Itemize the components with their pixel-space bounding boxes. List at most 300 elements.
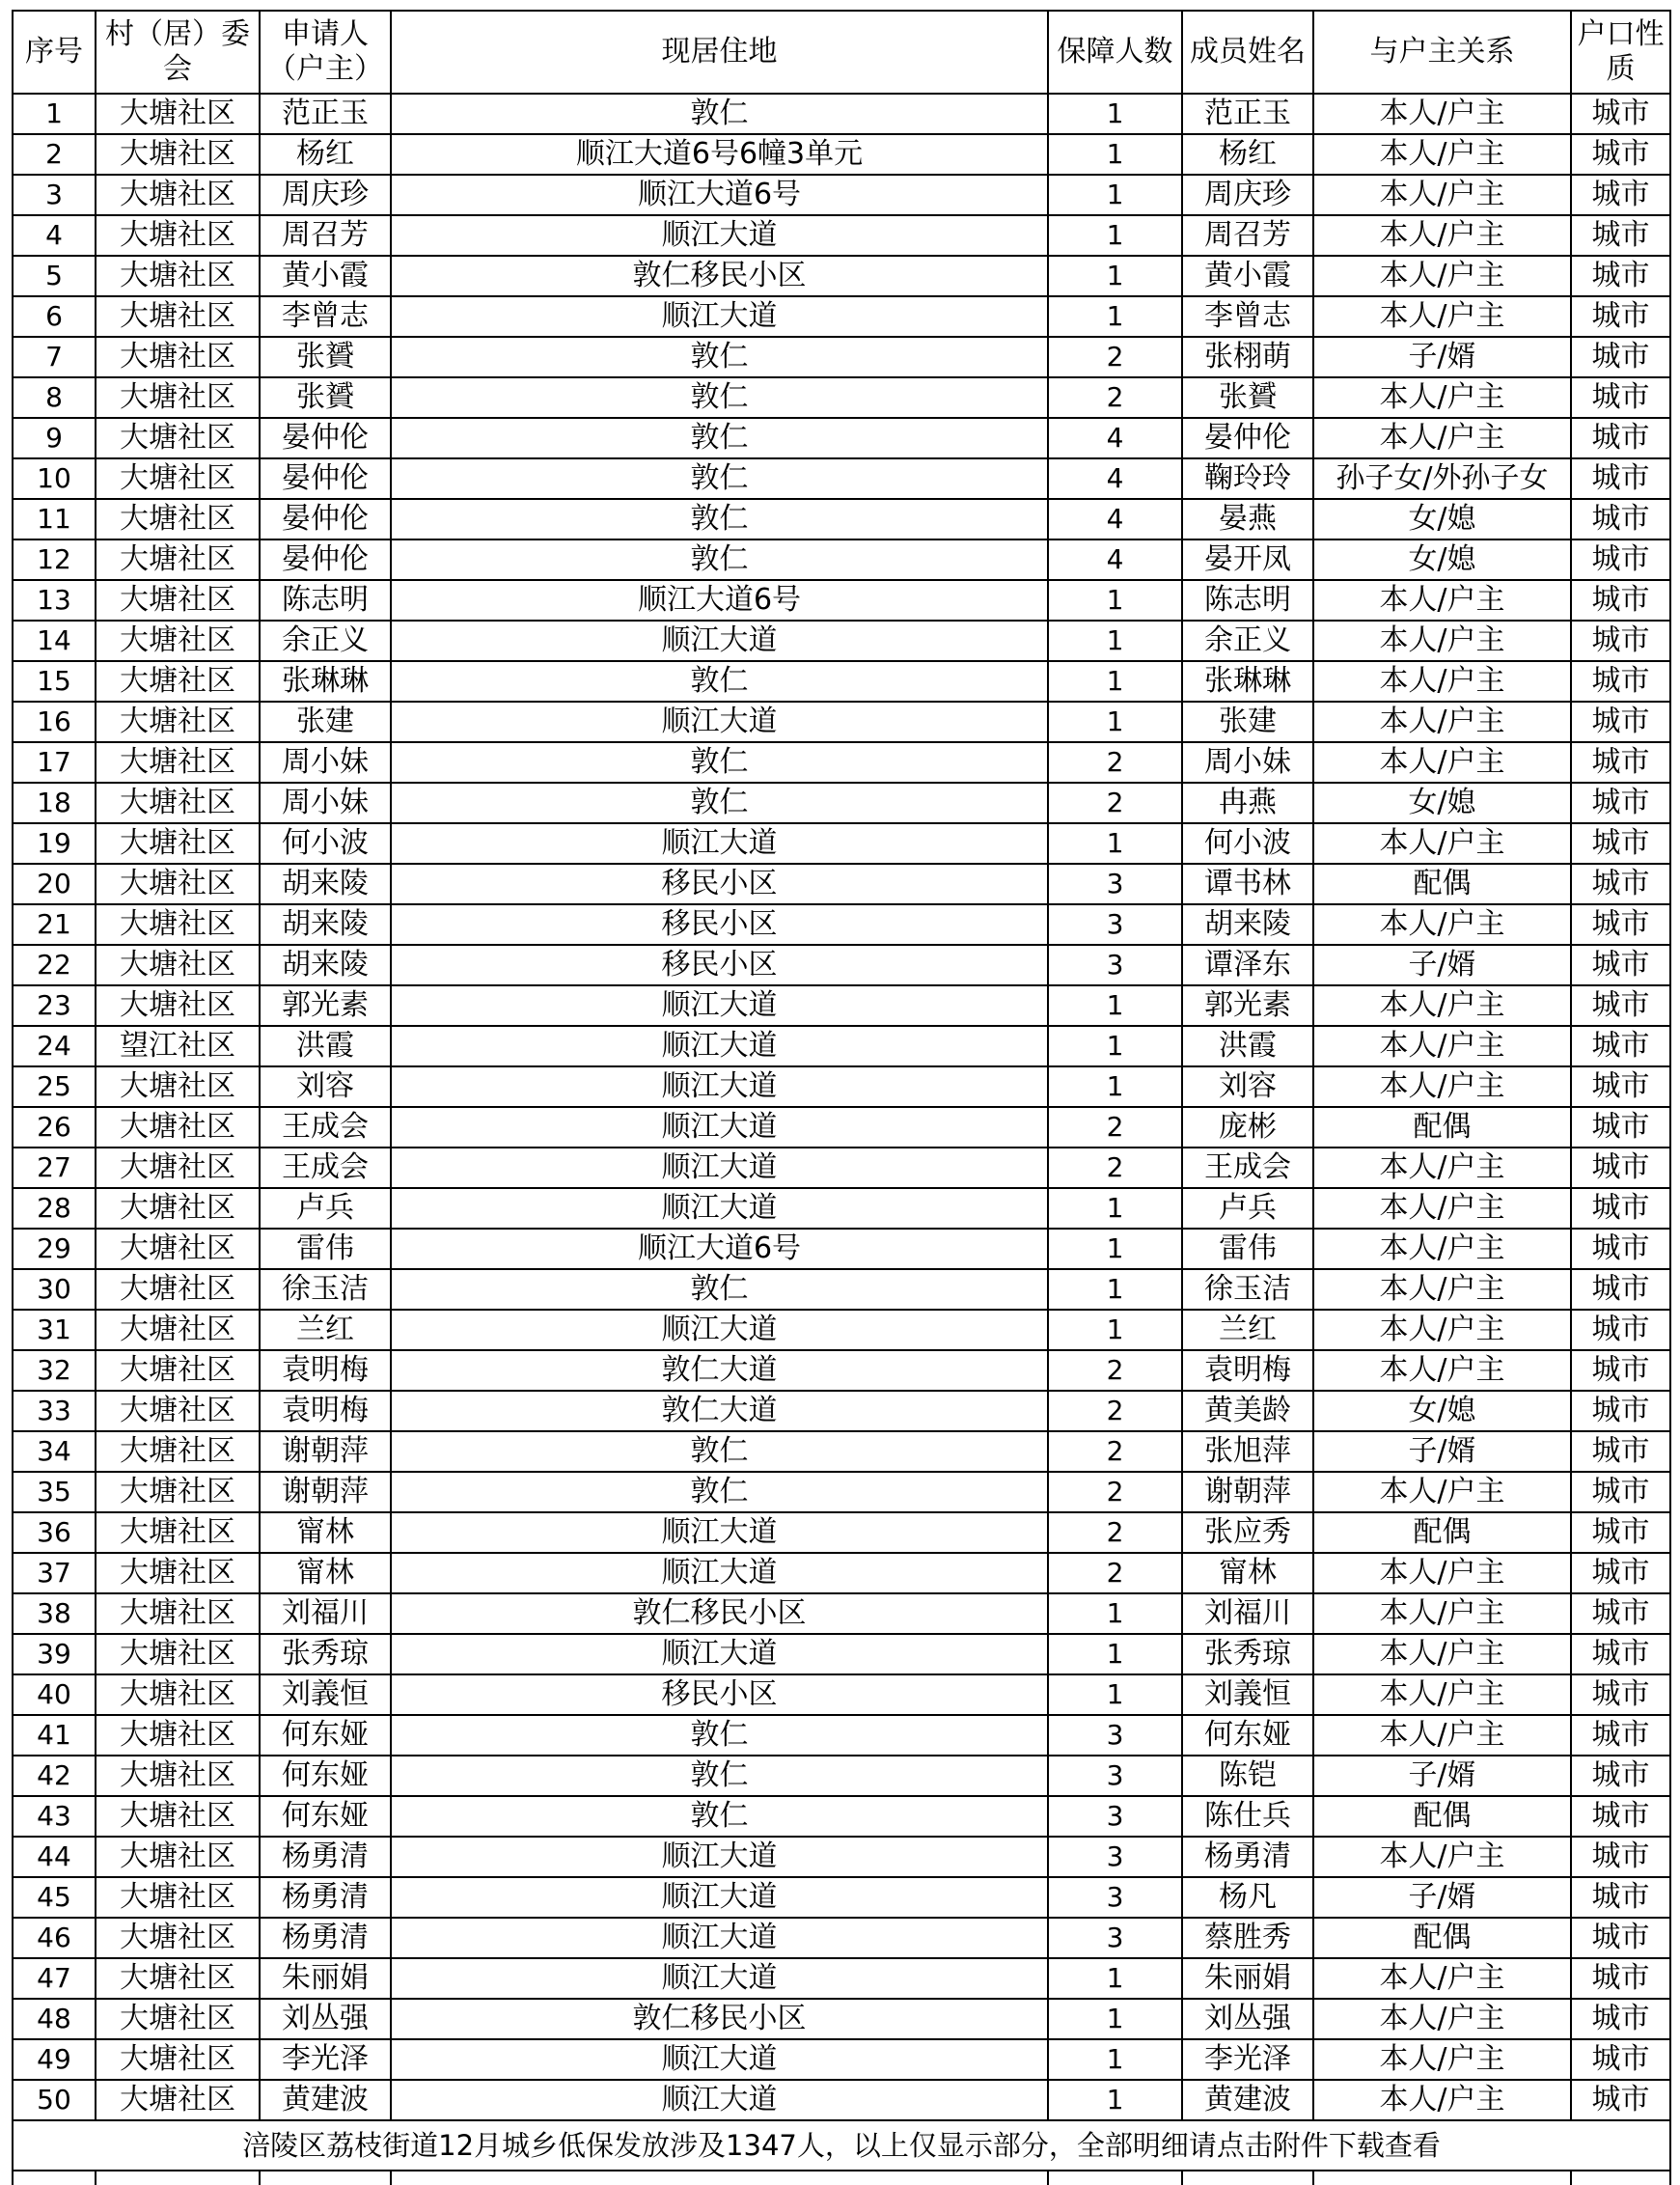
- table-row: [13, 1431, 1670, 1472]
- cell-applicant: 何小波: [260, 823, 391, 864]
- table-row: [13, 94, 1670, 134]
- cell-member-name: 兰红: [1182, 1310, 1313, 1350]
- cell-member-name: 黄美龄: [1182, 1391, 1313, 1431]
- cell-member-name: 杨凡: [1182, 1877, 1313, 1918]
- col-header-committee: 村（居）委会: [96, 11, 260, 94]
- cell-committee: 大塘社区: [96, 783, 260, 823]
- cell-hukou-type: 城市: [1571, 1877, 1670, 1918]
- cell-relation: 配偶: [1313, 1512, 1571, 1553]
- cell-index: 25: [13, 1066, 96, 1107]
- cell-hukou-type: 城市: [1571, 702, 1670, 742]
- cell-hukou-type: 城市: [1571, 1958, 1670, 1999]
- cell-index: 1: [13, 94, 96, 134]
- cell-covered-count: 2: [1048, 1391, 1182, 1431]
- cell-hukou-type: 城市: [1571, 296, 1670, 337]
- cell-member-name: 何小波: [1182, 823, 1313, 864]
- cell-index: 22: [13, 945, 96, 985]
- table-row: [13, 580, 1670, 621]
- cell-member-name: 张建: [1182, 702, 1313, 742]
- cell-committee: 大塘社区: [96, 742, 260, 783]
- cell-covered-count: 2: [1048, 1553, 1182, 1593]
- cell-covered-count: 2: [1048, 1512, 1182, 1553]
- cell-relation: 本人/户主: [1313, 134, 1571, 175]
- cell-covered-count: 1: [1048, 215, 1182, 256]
- cell-relation: 本人/户主: [1313, 1837, 1571, 1877]
- table-row: [13, 1958, 1670, 1999]
- stub-cell: [13, 2171, 96, 2185]
- cell-member-name: 陈仕兵: [1182, 1796, 1313, 1837]
- cell-index: 32: [13, 1350, 96, 1391]
- stub-cell: [1182, 2171, 1313, 2185]
- cell-residence: 敦仁: [391, 1715, 1048, 1756]
- col-header-hukou-type: 户口性质: [1571, 11, 1670, 94]
- cell-hukou-type: 城市: [1571, 1229, 1670, 1269]
- cell-index: 17: [13, 742, 96, 783]
- cell-index: 31: [13, 1310, 96, 1350]
- table-footer-row: [13, 2120, 1670, 2171]
- cell-covered-count: 2: [1048, 1148, 1182, 1188]
- cell-committee: 大塘社区: [96, 1391, 260, 1431]
- subsidy-table: [12, 10, 1671, 2185]
- cell-residence: 顺江大道: [391, 1634, 1048, 1674]
- cell-index: 36: [13, 1512, 96, 1553]
- cell-committee: 大塘社区: [96, 1958, 260, 1999]
- cell-residence: 顺江大道6号6幢3单元: [391, 134, 1048, 175]
- table-row: [13, 377, 1670, 418]
- cell-residence: 顺江大道: [391, 1918, 1048, 1958]
- cell-covered-count: 1: [1048, 1310, 1182, 1350]
- cell-hukou-type: 城市: [1571, 945, 1670, 985]
- cell-residence: 敦仁: [391, 1756, 1048, 1796]
- col-header-residence: 现居住地: [391, 11, 1048, 94]
- cell-committee: 大塘社区: [96, 1512, 260, 1553]
- cell-residence: 顺江大道: [391, 1958, 1048, 1999]
- cell-relation: 配偶: [1313, 1918, 1571, 1958]
- table-row: [13, 1107, 1670, 1148]
- stub-cell: [391, 2171, 1048, 2185]
- cell-member-name: 徐玉洁: [1182, 1269, 1313, 1310]
- cell-relation: 本人/户主: [1313, 377, 1571, 418]
- cell-covered-count: 2: [1048, 1107, 1182, 1148]
- cell-covered-count: 1: [1048, 1269, 1182, 1310]
- cell-index: 19: [13, 823, 96, 864]
- cell-hukou-type: 城市: [1571, 1837, 1670, 1877]
- table-row: [13, 134, 1670, 175]
- cell-covered-count: 1: [1048, 1188, 1182, 1229]
- cell-residence: 顺江大道: [391, 2039, 1048, 2080]
- table-row: [13, 904, 1670, 945]
- cell-hukou-type: 城市: [1571, 985, 1670, 1026]
- cell-applicant: 甯林: [260, 1512, 391, 1553]
- cell-residence: 敦仁移民小区: [391, 256, 1048, 296]
- cell-relation: 女/媳: [1313, 499, 1571, 539]
- col-header-relation: 与户主关系: [1313, 11, 1571, 94]
- cell-applicant: 周小妹: [260, 742, 391, 783]
- cell-covered-count: 2: [1048, 1431, 1182, 1472]
- cell-relation: 本人/户主: [1313, 2080, 1571, 2120]
- cell-index: 50: [13, 2080, 96, 2120]
- cell-index: 24: [13, 1026, 96, 1066]
- cell-hukou-type: 城市: [1571, 1999, 1670, 2039]
- cell-relation: 子/婿: [1313, 1431, 1571, 1472]
- cell-member-name: 刘丛强: [1182, 1999, 1313, 2039]
- cell-index: 45: [13, 1877, 96, 1918]
- cell-residence: 敦仁移民小区: [391, 1593, 1048, 1634]
- cell-member-name: 张应秀: [1182, 1512, 1313, 1553]
- cell-residence: 顺江大道: [391, 1837, 1048, 1877]
- cell-covered-count: 1: [1048, 1634, 1182, 1674]
- cell-hukou-type: 城市: [1571, 1391, 1670, 1431]
- cell-applicant: 刘義恒: [260, 1674, 391, 1715]
- cell-applicant: 黄建波: [260, 2080, 391, 2120]
- cell-residence: 敦仁: [391, 1269, 1048, 1310]
- cell-hukou-type: 城市: [1571, 1269, 1670, 1310]
- cell-index: 13: [13, 580, 96, 621]
- cell-hukou-type: 城市: [1571, 1756, 1670, 1796]
- cell-committee: 大塘社区: [96, 1472, 260, 1512]
- cell-member-name: 晏燕: [1182, 499, 1313, 539]
- cell-residence: 顺江大道: [391, 1512, 1048, 1553]
- cell-covered-count: 3: [1048, 1877, 1182, 1918]
- cell-hukou-type: 城市: [1571, 2080, 1670, 2120]
- cell-member-name: 杨勇清: [1182, 1837, 1313, 1877]
- cell-covered-count: 4: [1048, 458, 1182, 499]
- table-row: [13, 1310, 1670, 1350]
- cell-index: 30: [13, 1269, 96, 1310]
- cell-applicant: 谢朝萍: [260, 1472, 391, 1512]
- cell-covered-count: 1: [1048, 1229, 1182, 1269]
- table-row: [13, 418, 1670, 458]
- cell-member-name: 张贇: [1182, 377, 1313, 418]
- table-row: [13, 499, 1670, 539]
- cell-applicant: 晏仲伦: [260, 499, 391, 539]
- table-row: [13, 823, 1670, 864]
- table-row: [13, 945, 1670, 985]
- cell-committee: 大塘社区: [96, 1796, 260, 1837]
- table-row: [13, 1715, 1670, 1756]
- col-header-applicant: 申请人（户主）: [260, 11, 391, 94]
- cell-member-name: 李曾志: [1182, 296, 1313, 337]
- table-row: [13, 1553, 1670, 1593]
- cell-index: 35: [13, 1472, 96, 1512]
- cell-committee: 大塘社区: [96, 1188, 260, 1229]
- cell-committee: 大塘社区: [96, 1756, 260, 1796]
- cell-applicant: 晏仲伦: [260, 458, 391, 499]
- cell-residence: 顺江大道: [391, 215, 1048, 256]
- stub-cell: [96, 2171, 260, 2185]
- table-row: [13, 1391, 1670, 1431]
- cell-hukou-type: 城市: [1571, 418, 1670, 458]
- cell-applicant: 张贇: [260, 337, 391, 377]
- cell-member-name: 黄建波: [1182, 2080, 1313, 2120]
- cell-covered-count: 3: [1048, 864, 1182, 904]
- cell-covered-count: 1: [1048, 2080, 1182, 2120]
- cell-residence: 顺江大道: [391, 621, 1048, 661]
- cell-member-name: 冉燕: [1182, 783, 1313, 823]
- cell-applicant: 周庆珍: [260, 175, 391, 215]
- cell-index: 15: [13, 661, 96, 702]
- cell-covered-count: 1: [1048, 985, 1182, 1026]
- cell-covered-count: 2: [1048, 337, 1182, 377]
- cell-committee: 大塘社区: [96, 1107, 260, 1148]
- cell-covered-count: 1: [1048, 2039, 1182, 2080]
- cell-member-name: 杨红: [1182, 134, 1313, 175]
- cell-relation: 本人/户主: [1313, 985, 1571, 1026]
- cell-relation: 本人/户主: [1313, 742, 1571, 783]
- cell-index: 47: [13, 1958, 96, 1999]
- table-row: [13, 458, 1670, 499]
- table-row: [13, 296, 1670, 337]
- cell-index: 46: [13, 1918, 96, 1958]
- cell-applicant: 徐玉洁: [260, 1269, 391, 1310]
- cell-member-name: 何东娅: [1182, 1715, 1313, 1756]
- cell-member-name: 陈铠: [1182, 1756, 1313, 1796]
- cell-applicant: 朱丽娟: [260, 1958, 391, 1999]
- cell-index: 37: [13, 1553, 96, 1593]
- cell-residence: 敦仁: [391, 458, 1048, 499]
- cell-applicant: 甯林: [260, 1553, 391, 1593]
- cell-index: 28: [13, 1188, 96, 1229]
- cell-index: 33: [13, 1391, 96, 1431]
- cell-member-name: 王成会: [1182, 1148, 1313, 1188]
- cell-applicant: 李光泽: [260, 2039, 391, 2080]
- cell-committee: 大塘社区: [96, 175, 260, 215]
- cell-relation: 配偶: [1313, 864, 1571, 904]
- col-header-covered-count: 保障人数: [1048, 11, 1182, 94]
- cell-applicant: 郭光素: [260, 985, 391, 1026]
- cell-member-name: 范正玉: [1182, 94, 1313, 134]
- cell-hukou-type: 城市: [1571, 2039, 1670, 2080]
- cell-covered-count: 3: [1048, 1756, 1182, 1796]
- cell-residence: 移民小区: [391, 1674, 1048, 1715]
- cell-committee: 大塘社区: [96, 661, 260, 702]
- cell-committee: 大塘社区: [96, 94, 260, 134]
- cell-residence: 顺江大道: [391, 2080, 1048, 2120]
- table-row: [13, 985, 1670, 1026]
- cell-applicant: 雷伟: [260, 1229, 391, 1269]
- cell-committee: 大塘社区: [96, 2080, 260, 2120]
- cell-index: 27: [13, 1148, 96, 1188]
- cell-residence: 顺江大道: [391, 1553, 1048, 1593]
- cell-covered-count: 1: [1048, 823, 1182, 864]
- table-row: [13, 864, 1670, 904]
- cell-covered-count: 1: [1048, 580, 1182, 621]
- cell-index: 4: [13, 215, 96, 256]
- cell-index: 34: [13, 1431, 96, 1472]
- subsidy-list-sheet: [12, 10, 1669, 2185]
- cell-residence: 移民小区: [391, 864, 1048, 904]
- cell-index: 38: [13, 1593, 96, 1634]
- cell-relation: 本人/户主: [1313, 1229, 1571, 1269]
- cell-member-name: 张琳琳: [1182, 661, 1313, 702]
- cell-hukou-type: 城市: [1571, 94, 1670, 134]
- cell-committee: 大塘社区: [96, 621, 260, 661]
- cell-index: 2: [13, 134, 96, 175]
- cell-hukou-type: 城市: [1571, 1066, 1670, 1107]
- cell-committee: 大塘社区: [96, 1715, 260, 1756]
- cell-hukou-type: 城市: [1571, 1918, 1670, 1958]
- table-row: [13, 337, 1670, 377]
- stub-cell: [1313, 2171, 1571, 2185]
- table-row: [13, 256, 1670, 296]
- cell-relation: 本人/户主: [1313, 580, 1571, 621]
- cell-relation: 本人/户主: [1313, 1472, 1571, 1512]
- cell-residence: 敦仁大道: [391, 1391, 1048, 1431]
- cell-member-name: 雷伟: [1182, 1229, 1313, 1269]
- cell-member-name: 胡来陵: [1182, 904, 1313, 945]
- cell-committee: 大塘社区: [96, 1553, 260, 1593]
- cell-relation: 配偶: [1313, 1107, 1571, 1148]
- table-row: [13, 1188, 1670, 1229]
- cell-applicant: 晏仲伦: [260, 539, 391, 580]
- cell-hukou-type: 城市: [1571, 1796, 1670, 1837]
- cell-covered-count: 3: [1048, 945, 1182, 985]
- cell-residence: 顺江大道: [391, 1066, 1048, 1107]
- cell-hukou-type: 城市: [1571, 1715, 1670, 1756]
- stub-cell: [1571, 2171, 1670, 2185]
- table-row: [13, 1877, 1670, 1918]
- cell-covered-count: 1: [1048, 175, 1182, 215]
- cell-residence: 敦仁: [391, 499, 1048, 539]
- table-row: [13, 1674, 1670, 1715]
- cell-relation: 本人/户主: [1313, 175, 1571, 215]
- cell-residence: 移民小区: [391, 904, 1048, 945]
- cell-committee: 大塘社区: [96, 1066, 260, 1107]
- cell-residence: 敦仁: [391, 1431, 1048, 1472]
- cell-member-name: 张旭萍: [1182, 1431, 1313, 1472]
- cell-covered-count: 1: [1048, 94, 1182, 134]
- cell-applicant: 李曾志: [260, 296, 391, 337]
- cell-residence: 敦仁: [391, 1796, 1048, 1837]
- cell-index: 21: [13, 904, 96, 945]
- table-row: [13, 1350, 1670, 1391]
- cell-residence: 敦仁: [391, 783, 1048, 823]
- cell-applicant: 杨勇清: [260, 1918, 391, 1958]
- cell-committee: 大塘社区: [96, 458, 260, 499]
- table-row: [13, 1756, 1670, 1796]
- cell-member-name: 刘福川: [1182, 1593, 1313, 1634]
- cell-index: 9: [13, 418, 96, 458]
- cell-member-name: 洪霞: [1182, 1026, 1313, 1066]
- cell-index: 12: [13, 539, 96, 580]
- cell-relation: 本人/户主: [1313, 702, 1571, 742]
- cell-covered-count: 1: [1048, 296, 1182, 337]
- cell-index: 26: [13, 1107, 96, 1148]
- table-row: [13, 1472, 1670, 1512]
- cell-applicant: 周小妹: [260, 783, 391, 823]
- cell-committee: 大塘社区: [96, 945, 260, 985]
- cell-index: 16: [13, 702, 96, 742]
- cell-covered-count: 1: [1048, 1066, 1182, 1107]
- cell-relation: 本人/户主: [1313, 1066, 1571, 1107]
- cell-hukou-type: 城市: [1571, 134, 1670, 175]
- table-row: [13, 1026, 1670, 1066]
- cell-covered-count: 3: [1048, 1715, 1182, 1756]
- cell-hukou-type: 城市: [1571, 1472, 1670, 1512]
- cell-committee: 大塘社区: [96, 1269, 260, 1310]
- cell-residence: 敦仁: [391, 661, 1048, 702]
- table-row: [13, 1999, 1670, 2039]
- cell-index: 14: [13, 621, 96, 661]
- cell-covered-count: 3: [1048, 1796, 1182, 1837]
- cell-relation: 本人/户主: [1313, 256, 1571, 296]
- cell-relation: 本人/户主: [1313, 215, 1571, 256]
- cell-applicant: 张琳琳: [260, 661, 391, 702]
- cell-applicant: 刘福川: [260, 1593, 391, 1634]
- cell-covered-count: 2: [1048, 1472, 1182, 1512]
- cell-relation: 子/婿: [1313, 1756, 1571, 1796]
- cell-applicant: 杨勇清: [260, 1837, 391, 1877]
- cell-relation: 本人/户主: [1313, 1269, 1571, 1310]
- table-row: [13, 1837, 1670, 1877]
- footer-note: 涪陵区荔枝街道12月城乡低保发放涉及1347人，以上仅显示部分，全部明细请点击附件下载查看: [13, 2120, 1670, 2171]
- cell-committee: 大塘社区: [96, 985, 260, 1026]
- cell-residence: 顺江大道: [391, 1026, 1048, 1066]
- cell-relation: 本人/户主: [1313, 823, 1571, 864]
- cell-index: 10: [13, 458, 96, 499]
- table-stub-row: [13, 2171, 1670, 2185]
- cell-relation: 本人/户主: [1313, 1553, 1571, 1593]
- cell-covered-count: 3: [1048, 1837, 1182, 1877]
- cell-covered-count: 1: [1048, 1958, 1182, 1999]
- cell-covered-count: 1: [1048, 134, 1182, 175]
- table-row: [13, 1512, 1670, 1553]
- cell-index: 40: [13, 1674, 96, 1715]
- cell-committee: 大塘社区: [96, 904, 260, 945]
- cell-relation: 本人/户主: [1313, 1593, 1571, 1634]
- cell-member-name: 黄小霞: [1182, 256, 1313, 296]
- cell-relation: 本人/户主: [1313, 1350, 1571, 1391]
- cell-relation: 本人/户主: [1313, 904, 1571, 945]
- cell-committee: 大塘社区: [96, 1593, 260, 1634]
- cell-index: 11: [13, 499, 96, 539]
- cell-relation: 女/媳: [1313, 1391, 1571, 1431]
- cell-committee: 大塘社区: [96, 1634, 260, 1674]
- table-row: [13, 1593, 1670, 1634]
- cell-committee: 大塘社区: [96, 418, 260, 458]
- col-header-index: 序号: [13, 11, 96, 94]
- cell-relation: 本人/户主: [1313, 1310, 1571, 1350]
- cell-committee: 大塘社区: [96, 377, 260, 418]
- cell-index: 5: [13, 256, 96, 296]
- cell-member-name: 张秀琼: [1182, 1634, 1313, 1674]
- cell-member-name: 谭书林: [1182, 864, 1313, 904]
- cell-hukou-type: 城市: [1571, 1026, 1670, 1066]
- cell-hukou-type: 城市: [1571, 377, 1670, 418]
- cell-index: 7: [13, 337, 96, 377]
- cell-index: 39: [13, 1634, 96, 1674]
- table-row: [13, 2039, 1670, 2080]
- cell-member-name: 李光泽: [1182, 2039, 1313, 2080]
- cell-committee: 大塘社区: [96, 1877, 260, 1918]
- cell-applicant: 杨勇清: [260, 1877, 391, 1918]
- cell-relation: 本人/户主: [1313, 1958, 1571, 1999]
- cell-covered-count: 1: [1048, 661, 1182, 702]
- cell-relation: 本人/户主: [1313, 296, 1571, 337]
- cell-applicant: 黄小霞: [260, 256, 391, 296]
- cell-hukou-type: 城市: [1571, 1431, 1670, 1472]
- cell-index: 49: [13, 2039, 96, 2080]
- table-row: [13, 1918, 1670, 1958]
- cell-relation: 本人/户主: [1313, 94, 1571, 134]
- cell-committee: 大塘社区: [96, 215, 260, 256]
- cell-covered-count: 1: [1048, 1593, 1182, 1634]
- cell-applicant: 胡来陵: [260, 864, 391, 904]
- cell-committee: 大塘社区: [96, 580, 260, 621]
- cell-committee: 大塘社区: [96, 1431, 260, 1472]
- cell-hukou-type: 城市: [1571, 1148, 1670, 1188]
- cell-relation: 本人/户主: [1313, 1148, 1571, 1188]
